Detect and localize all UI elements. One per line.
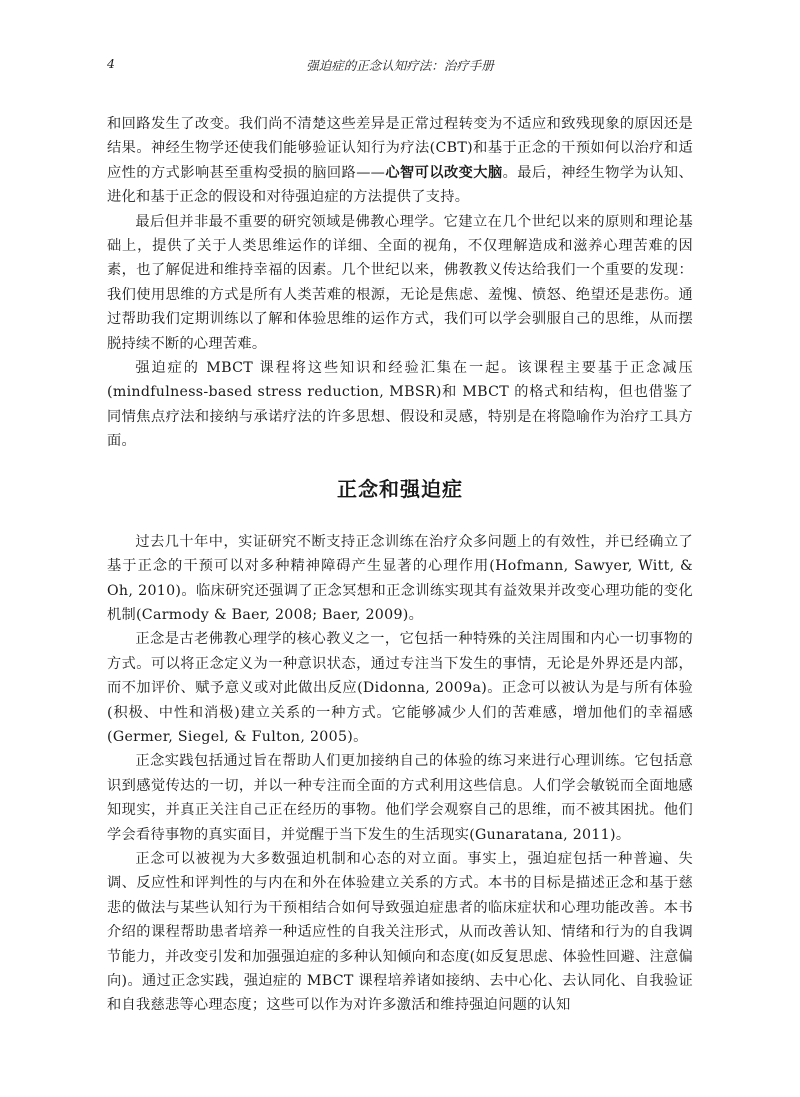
paragraph-ocd-opposite: 正念可以被视为大多数强迫机制和心态的对立面。事实上，强迫症包括一种普遍、失调、反应性和评判性的与内在和外在体验建立关系的方式。本书的目标是描述正念和基于慈悲的做法与某些认知行为干预相结合如何导致强迫症患者的临床症状和心理功能改善。本书介绍的课程帮助患者培养一种适应性的自我关注形式，从而改善认知、情绪和行为的自我调节能力，并改变引发和加强强迫症的多种认知倾向和态度(如反复思虑、体验性回避、注意偏向)。通过正念实践，强迫症的 MBCT 课程培养诸如接纳、去中心化、去认同化、自我验证和自我慈悲等心理态度；这些可以作为对许多激活和维持强迫问题的认知 <box>107 850 693 1014</box>
paragraph-continuation <box>107 112 693 210</box>
paragraph-mbct-course: 强迫症的 MBCT 课程将这些知识和经验汇集在一起。该课程主要基于正念减压(mindfulness-based stress reduction, MBSR)和 MBCT 的格式和结构，但也借鉴了同情焦点疗法和接纳与承诺疗法的许多思想、假设和灵感，特别是在将隐喻作为治疗工具方面。 <box>107 360 693 450</box>
paragraph-text: 。最后，神经生物学为认知、进化和基于正念的假设和对待强迫症的方法提供了支持。 <box>107 164 693 206</box>
running-header <box>107 56 693 76</box>
paragraph-mindfulness-practice: 正念实践包括通过旨在帮助人们更加接纳自己的体验的练习来进行心理训练。它包括意识到感觉传达的一切，并以一种专注而全面的方式利用这些信息。人们学会敏锐而全面地感知现实，并真正关注自己正在经历的事物。他们学会观察自己的思维，而不被其困扰。他们学会看待事物的真实面目，并觉醒于当下发生的生活现实(Gunaratana, 2011)。 <box>107 753 693 843</box>
paragraph-buddhist-psychology: 最后但并非最不重要的研究领域是佛教心理学。它建立在几个世纪以来的原则和理论基础上，提供了关于人类思维运作的详细、全面的视角，不仅理解造成和滋养心理苦难的因素，也了解促进和维持幸福的因素。几个世纪以来，佛教教义传达给我们一个重要的发现：我们使用思维的方式是所有人类苦难的根源，无论是焦虑、羞愧、愤怒、绝望还是悲伤。通过帮助我们定期训练以了解和体验思维的运作方式，我们可以学会驯服自己的思维，从而摆脱持续不断的心理苦难。 <box>107 213 693 352</box>
paragraph-empirical-research: 过去几十年中，实证研究不断支持正念训练在治疗众多问题上的有效性，并已经确立了基于正念的干预可以对多种精神障碍产生显著的心理作用(Hofmann, Sawyer, Witt, & Oh, 2010)。临床研究还强调了正念冥想和正念训练实现其有益效果并改变心理功能的变化机制(Carmody & Baer, 2008; Baer, 2009)。 <box>107 533 693 623</box>
section-heading: 正念和强迫症 <box>337 476 463 501</box>
paragraph-mindfulness-definition: 正念是古老佛教心理学的核心教义之一，它包括一种特殊的关注周围和内心一切事物的方式。可以将正念定义为一种意识状态，通过专注当下发生的事情，无论是外界还是内部，而不加评价、赋予意义或对此做出反应(Didonna, 2009a)。正念可以被认为是与所有体验(积极、中性和消极)建立关系的一种方式。它能够减少人们的苦难感，增加他们的幸福感(Germer, Siegel, & Fulton, 2005)。 <box>107 631 693 745</box>
page-body <box>107 112 693 1018</box>
page-number: 4 <box>107 56 115 71</box>
running-title: 强迫症的正念认知疗法：治疗手册 <box>306 58 494 73</box>
paragraph-text: 和回路发生了改变。我们尚不清楚这些差异是正常过程转变为不适应和致残现象的原因还是结果。神经生物学还使我们能够验证认知行为疗法(CBT)和基于正念的干预如何以治疗和适应性的方式影响甚至重构受损的脑回路—— <box>107 116 693 181</box>
emphasis-text: 心智可以改变大脑 <box>385 164 503 181</box>
